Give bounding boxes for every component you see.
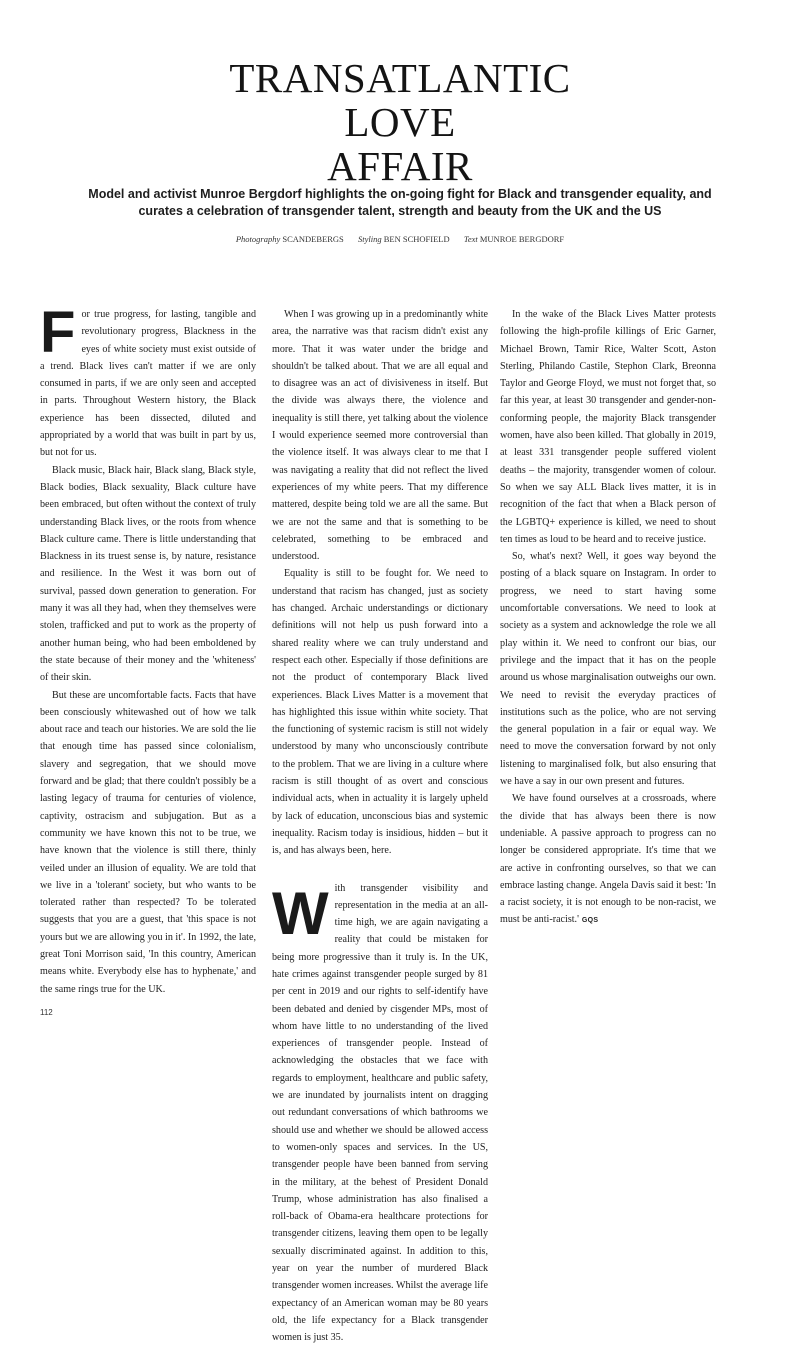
gq-end-mark: GQS — [581, 917, 599, 925]
drop-cap-w: W — [272, 879, 329, 947]
body-column-1 — [40, 300, 256, 998]
paragraph-6 — [272, 880, 488, 1347]
paragraph-1 — [40, 300, 256, 462]
paragraph-7: In the wake of the Black Lives Matter protests following the high-profile killings of Eric Garner, Michael Brown, Tamir Rice, Walter Scott, Aston Sterling, Philando Castile, Stephon Clark, Breonna Taylor and George Floyd, we must not forget that, so far this year, at least 30 transgender and gender-non-conforming people, the majority Black transgender women, have also been killed. That globally in 2019, at least 331 transgender people suffered violent deaths – the majority, transgender women of colour. So when we say ALL Black lives matter, it is in recognition of the fact that when a Black person of the LGBTQ+ experience is killed, we need to shout ten times as loud to be heard and to receive justice. — [500, 309, 716, 545]
title-line-1: TRANSATLANTIC — [229, 55, 571, 101]
body-column-3 — [500, 306, 716, 930]
styling-name: BEN SCHOFIELD — [383, 234, 450, 244]
drop-cap-f: F — [40, 300, 76, 365]
article-title — [0, 56, 800, 188]
paragraph-8: So, what's next? Well, it goes way beyond the posting of a black square on Instagram. In order to progress, we need to start having some uncomfortable conversations. We need to look at society as a system and acknowledge the role we all play within it. We need to confront our bias, our privilege and the impact that it has on the people around us whose marginalisation outweighs our own. We need to revisit the everyday practices of institutions such as the police, who are not serving the general population in a fair or equal way. We need to move the conversation forward by not only listening to marginalised folk, but also ensuring that we have a say in our own present and futures. — [500, 551, 716, 788]
page-number: 112 — [40, 1008, 53, 1017]
paragraph-1-text: or true progress, for lasting, tangible and revolutionary progress, Blackness in the eyes of white society must exist outside of a trend. Black lives can't matter if we are only consumed in parts, if we are only seen and accepted in parts. Throughout Western history, the Black experience has been dissected, diluted and appropriated by a world that was built in part by us, but not for us. — [40, 309, 256, 459]
paragraph-3: But these are uncomfortable facts. Facts that have been consciously whitewashed out of how we talk about race and teach our histories. We are sold the lie that enough time has passed since colonialism, slavery and segregation, that we should move forward and be glad; that there couldn't possibly be a lasting legacy of trauma for centuries of violence, captivity, ostracism and subjugation. But as a community we have known this not to be true, we have known that the violence is still there, thinly veiled under an illusion of equality. We are told that we live in a 'tolerant' society, but who wants to be tolerated rather than respected? To be tolerated suggests that you are a guest, that 'this space is not yours but we are allowing you in it'. In 1992, the late, great Toni Morrison said, 'In this country, American means white. Everybody else has to hyphenate,' and the same rings true for the UK. — [40, 689, 256, 995]
title-line-2: LOVE — [344, 99, 456, 145]
photography-role: Photography — [235, 234, 281, 244]
photography-name: SCANDEBERGS — [282, 234, 344, 244]
paragraph-6-text: ith transgender visibility and representation in the media at an all-time high, we are again navigating a reality that could be mistaken for being more progressive than it truly is. In the UK, hate crimes against transgender people surged by 81 per cent in 2019 and our rights to self-identify have been debated and denied by cisgender MPs, most of whom have little to no understanding of the lived experiences of transgender people. Instead of acknowledging the obstacles that we face with regards to employment, healthcare and public safety, we are inundated by journalists intent on dragging out redundant conversations of which bathrooms we should use and whether we should be allowed access to women-only spaces and services. In the US, transgender people have been banned from serving in the military, at the behest of President Donald Trump, whose administration has also finalised a roll-back of Obama-era healthcare protections for transgender citizens, leaving them open to be legally sexually discriminated against. In addition to this, year on year the number of murdered Black transgender women increases. Whilst the average life expectancy of an American woman may be 80 years old, the life expectancy for a Black transgender women is just 35. — [272, 882, 488, 1344]
paragraph-2: Black music, Black hair, Black slang, Black style, Black bodies, Black sexuality, Black culture have been embraced, but often without the context of truly understanding Black lives, or the roots from whence Black culture came. There is little understanding that Blackness in its truest sense is, by nature, resistance and resilience. In the West it was born out of survival, passed down generation to generation. For many it was all they had, when they themselves were stolen, trafficked and put to work as the property of another human being, who had been emboldened by the state because of their money and the 'whiteness' of their skin. — [40, 464, 256, 684]
text-name: MUNROE BERGDORF — [479, 234, 565, 244]
paragraph-5: Equality is still to be fought for. We need to understand that racism has changed, just as society has changed. Archaic understandings or dictionary definitions will not help us push forward into a shared reality where we can truly understand and respect each other. Especially if those definitions are not the product of contemporary Black lived experiences. Black Lives Matter is a movement that has highlighted this issue within white society. That the functioning of systemic racism is still not widely understood by many who unconsciously contribute to the problem. That we are living in a culture where racism is still thought of as overt and conscious individual acts, when in actuality it is largely upheld by lack of education, unconscious bias and systemic inequality. Racism today is insidious, hidden – but it is, and has always been, here. — [272, 568, 488, 857]
paragraph-4: When I was growing up in a predominantly white area, the narrative was that racism didn't exist any more. That it was water under the bridge and shouldn't be talked about. That we are all equal and to disagree was an act of divisiveness in itself. But the divide was always there, the violence and inequality is still there, yet talking about the violence I would experience seemed more controversial than the violence itself. It was always clear to me that I was navigating a reality that did not reflect the lived experiences of my white peers. That my difference mattered, despite being told we are all the same. But we are not the same and that is something to be celebrated, something to be embraced and understood. — [272, 309, 488, 563]
body-column-2 — [272, 306, 488, 1347]
text-role: Text — [463, 234, 478, 244]
paragraph-9 — [500, 790, 716, 929]
title-line-3: AFFAIR — [327, 143, 473, 189]
standfirst: Model and activist Munroe Bergdorf highlights the on-going fight for Black and transgender equality, and curates a celebration of transgender talent, strength and beauty from the UK and the US — [88, 187, 712, 218]
styling-role: Styling — [358, 234, 382, 244]
paragraph-9-text: We have found ourselves at a crossroads, where the divide that has always been there is now undeniable. A passive approach to progress can no longer be considered appropriate. It's time that we are active in confronting ourselves, so that we can embrace lasting change. Angela Davis said it best: 'In a racist society, it is not enough to be non-racist, we must be anti-racist.' — [500, 793, 716, 926]
credits-line — [0, 234, 800, 244]
